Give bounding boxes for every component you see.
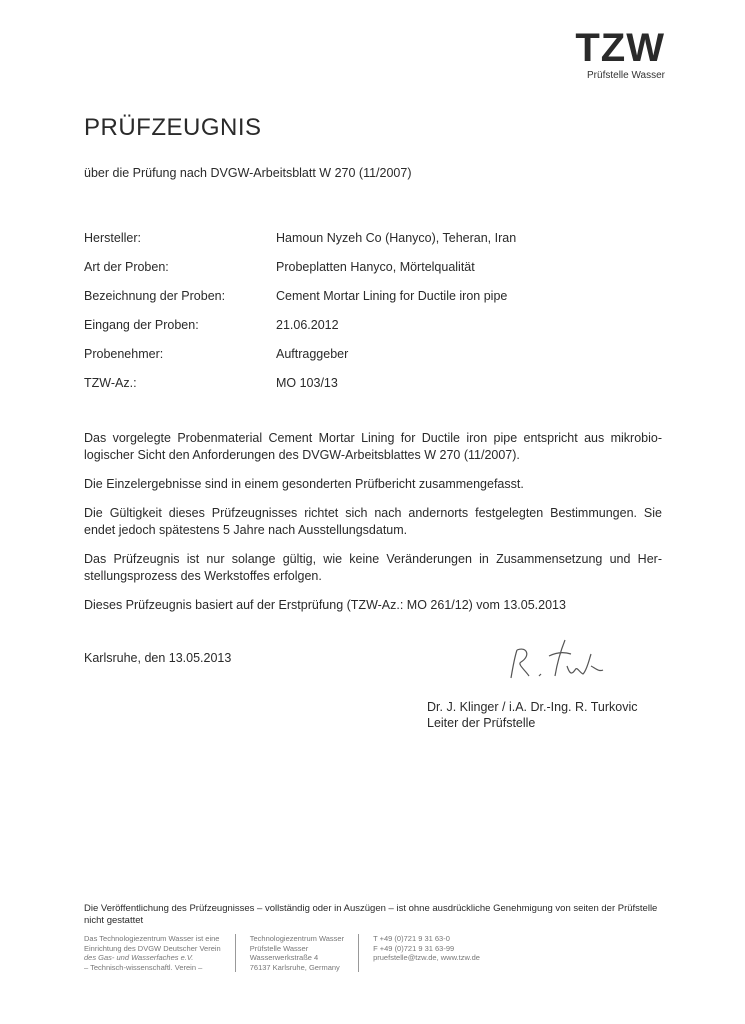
info-value: Auftraggeber bbox=[276, 347, 349, 361]
logo-subtitle: Prüfstelle Wasser bbox=[587, 70, 665, 81]
info-value: 21.06.2012 bbox=[276, 318, 339, 332]
footer-line: Wasserwerkstraße 4 bbox=[249, 953, 319, 962]
signatory-block bbox=[427, 699, 637, 731]
body-paragraph: Die Einzelergebnisse sind in einem gesonderten Prüfbericht zusammengefasst. bbox=[84, 477, 524, 491]
publication-notice: Die Veröffentlichung des Prüfzeugnisses – vollständig oder in Auszügen – ist ohne ausdrückliche Genehmigung von seiten der Prüfstelle nicht gestattet bbox=[84, 903, 658, 926]
footer-phone: T +49 (0)721 9 31 63-0 bbox=[373, 934, 450, 943]
footer-line: Technologiezentrum Wasser bbox=[249, 934, 345, 943]
info-row-sampler bbox=[84, 347, 644, 376]
info-row-receipt-date bbox=[84, 318, 644, 347]
footer-fax: F +49 (0)721 9 31 63-99 bbox=[373, 943, 455, 953]
document-subtitle: über die Prüfung nach DVGW-Arbeitsblatt W 270 (11/2007) bbox=[84, 166, 412, 180]
certificate-body bbox=[84, 430, 662, 626]
info-label: Eingang der Proben: bbox=[84, 318, 199, 332]
info-label: Probenehmer: bbox=[84, 347, 164, 361]
info-label: Art der Proben: bbox=[84, 260, 169, 274]
info-row-sample-name bbox=[84, 289, 644, 318]
document-title: PRÜFZEUGNIS bbox=[84, 114, 262, 141]
tzw-logo bbox=[575, 28, 665, 81]
info-row-sample-type bbox=[84, 260, 644, 289]
footer-line: – Technisch-wissenschaftl. Verein – bbox=[84, 962, 203, 972]
info-label: TZW-Az.: bbox=[84, 376, 137, 390]
footer-contact bbox=[373, 934, 494, 972]
body-paragraph: Die Gültigkeit dieses Prüfzeugnisses richtet sich nach andernorts festgelegten Bestimmungen. Sie endet jedoch spätestens 5 Jahre nach Ausstellungsdatum. bbox=[84, 506, 662, 537]
footer-address bbox=[250, 934, 359, 972]
footer bbox=[84, 934, 508, 972]
footer-line: Einrichtung des DVGW Deutscher Verein bbox=[84, 943, 221, 953]
logo-mark: TZW bbox=[575, 26, 665, 70]
sample-info-table bbox=[84, 231, 644, 405]
footer-email-web: pruefstelle@tzw.de, www.tzw.de bbox=[373, 953, 480, 962]
footer-organization bbox=[84, 934, 236, 972]
signatory-names: Dr. J. Klinger / i.A. Dr.-Ing. R. Turkovic bbox=[427, 700, 638, 714]
footer-line: Prüfstelle Wasser bbox=[249, 943, 309, 953]
place-and-date: Karlsruhe, den 13.05.2013 bbox=[84, 651, 232, 665]
footer-line: 76137 Karlsruhe, Germany bbox=[249, 962, 340, 972]
body-paragraph: Das vorgelegte Probenmaterial Cement Mortar Lining for Ductile iron pipe entspricht aus mikrobio-logischer Sicht den Anforderungen des DVGW-Arbeitsblattes W 270 (11/2007). bbox=[84, 431, 662, 462]
info-label: Hersteller: bbox=[84, 231, 141, 245]
info-value: MO 103/13 bbox=[276, 376, 338, 390]
info-label: Bezeichnung der Proben: bbox=[84, 289, 226, 303]
footer-line: des Gas- und Wasserfaches e.V. bbox=[84, 953, 194, 962]
info-value: Cement Mortar Lining for Ductile iron pipe bbox=[276, 289, 508, 303]
info-row-reference bbox=[84, 376, 644, 405]
info-value: Hamoun Nyzeh Co (Hanyco), Teheran, Iran bbox=[276, 231, 517, 245]
body-paragraph: Das Prüfzeugnis ist nur solange gültig, wie keine Veränderungen in Zusammensetzung und Her-stellungsprozess des Werkstoffes erfolgen. bbox=[84, 552, 662, 583]
signatory-role: Leiter der Prüfstelle bbox=[427, 716, 536, 730]
body-paragraph: Dieses Prüfzeugnis basiert auf der Erstprüfung (TZW-Az.: MO 261/12) vom 13.05.2013 bbox=[84, 598, 566, 612]
handwritten-signature bbox=[505, 636, 625, 686]
info-value: Probeplatten Hanyco, Mörtelqualität bbox=[276, 260, 475, 274]
footer-line: Das Technologiezentrum Wasser ist eine bbox=[84, 934, 220, 943]
info-row-manufacturer bbox=[84, 231, 644, 260]
